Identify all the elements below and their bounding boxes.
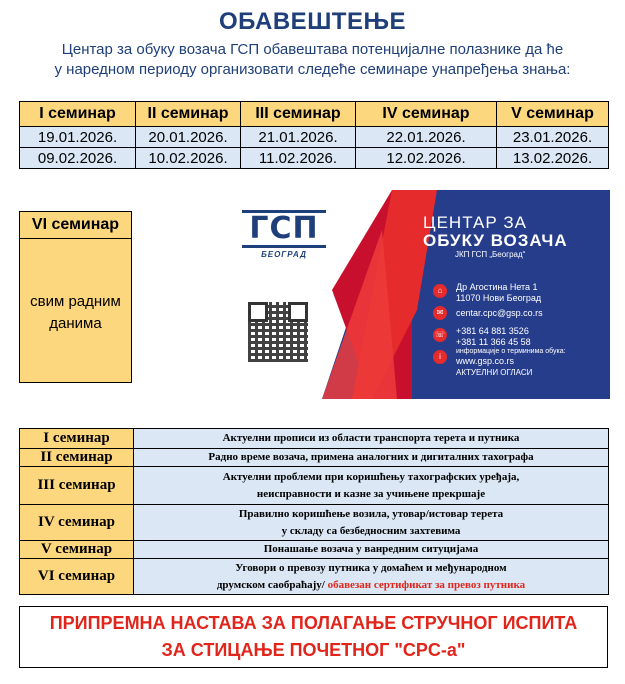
gsp-logo-mark: ГСП [242,210,326,248]
schedule-date: 09.02.2026. [20,148,136,169]
schedule-table [19,101,609,169]
intro-line: у наредном периоду организовати следеће семинаре унапређења знања: [54,61,571,78]
gsp-logo [242,210,326,259]
card-address [456,282,541,304]
schedule-row [20,148,609,169]
business-card [222,190,610,399]
intro-line: Центар за обуку возача ГСП обавештава потенцијалне полазнике да ће [61,41,564,58]
card-title-line: ОБУКУ ВОЗАЧА [423,231,568,250]
description-line: Уговори о превозу путника у домаћем и међународном [235,561,507,574]
description-name: V семинар [20,541,134,559]
description-line: Актуелни проблеми при коришћењу тахографских уређаја, [222,470,520,483]
card-phone[interactable]: +381 64 881 3526 [456,326,529,336]
card-address-line: 11070 Нови Београд [456,293,542,303]
schedule-header-cell: IV семинар [356,102,497,127]
schedule-date: 21.01.2026. [241,127,356,148]
email-icon: ✉ [433,306,447,320]
card-email[interactable]: centar.cpc@gsp.co.rs [456,308,543,318]
card-web-link[interactable]: www.gsp.co.rs [456,356,515,366]
description-row [20,449,609,467]
description-name: VI семинар [20,559,134,595]
schedule-date: 10.02.2026. [136,148,241,169]
seminar6-body [20,239,131,335]
schedule-header-cell: I семинар [20,102,136,127]
schedule-date: 11.02.2026. [241,148,356,169]
description-line: Правилно коришћење возила, утовар/истовар терета [238,507,504,520]
home-icon: ⌂ [433,284,447,298]
description-row [20,429,609,449]
description-line [134,577,608,594]
gsp-logo-city: БЕОГРАД [261,250,307,259]
description-row [20,505,609,541]
page-title: ОБАВЕШТЕЊЕ [219,8,406,35]
seminar6-header: VI семинар [20,212,131,239]
description-name: IV семинар [20,505,134,541]
card-phone[interactable]: +381 11 366 45 58 [456,337,531,347]
description-text: Радно време возача, примена аналогних и дигиталних тахографа [134,449,609,467]
card-web-note: информације о терминима обука: [456,348,566,355]
description-line: неисправности и казне за учињене прекршаје [256,487,486,500]
description-text [134,559,609,595]
intro-text [0,40,625,80]
card-phones [456,326,531,348]
description-row [20,467,609,505]
card-subtitle: ЈКП ГСП „Београд“ [455,250,526,259]
description-line: у складу са безбедносним захтевима [281,524,461,537]
description-name: I семинар [20,429,134,449]
description-text: Актуелни прописи из области транспорта терета и путника [134,429,609,449]
schedule-header-cell: V семинар [497,102,609,127]
schedule-date: 20.01.2026. [136,127,241,148]
description-text [134,467,609,505]
phone-icon: ☏ [433,328,447,342]
certificate-note: обавезан сертификат за превоз путника [327,578,526,591]
info-icon: i [433,350,447,364]
description-text [134,505,609,541]
schedule-row [20,127,609,148]
footer-notice [19,606,608,668]
card-title-line: ЦЕНТАР ЗА [423,213,528,232]
seminar6-line: свим радним [30,293,121,310]
card-web [456,347,566,378]
seminar6-box [19,211,132,383]
description-name: II семинар [20,449,134,467]
schedule-date: 23.01.2026. [497,127,609,148]
description-line-prefix: друмском саобраћају/ [216,578,328,591]
description-table [19,428,609,595]
schedule-date: 13.02.2026. [497,148,609,169]
description-name: III семинар [20,467,134,505]
schedule-header-row [20,102,609,127]
schedule-date: 22.01.2026. [356,127,497,148]
footer-line: ПРИПРЕМНА НАСТАВА ЗА ПОЛАГАЊЕ СТРУЧНОГ ИСПИТА [49,613,578,633]
card-web-section: АКТУЕЛНИ ОГЛАСИ [456,368,533,377]
seminar6-line: данима [49,315,102,332]
schedule-header-cell: III семинар [241,102,356,127]
schedule-date: 19.01.2026. [20,127,136,148]
schedule-header-cell: II семинар [136,102,241,127]
card-address-line: Др Агостина Нета 1 [456,282,538,292]
card-title [423,214,568,250]
schedule-date: 12.02.2026. [356,148,497,169]
qr-code-icon[interactable] [248,302,308,362]
description-row [20,541,609,559]
description-text: Понашање возача у ванредним ситуцијама [134,541,609,559]
footer-line: ЗА СТИЦАЊЕ ПОЧЕТНОГ "CPC-а" [161,640,466,660]
description-row [20,559,609,595]
